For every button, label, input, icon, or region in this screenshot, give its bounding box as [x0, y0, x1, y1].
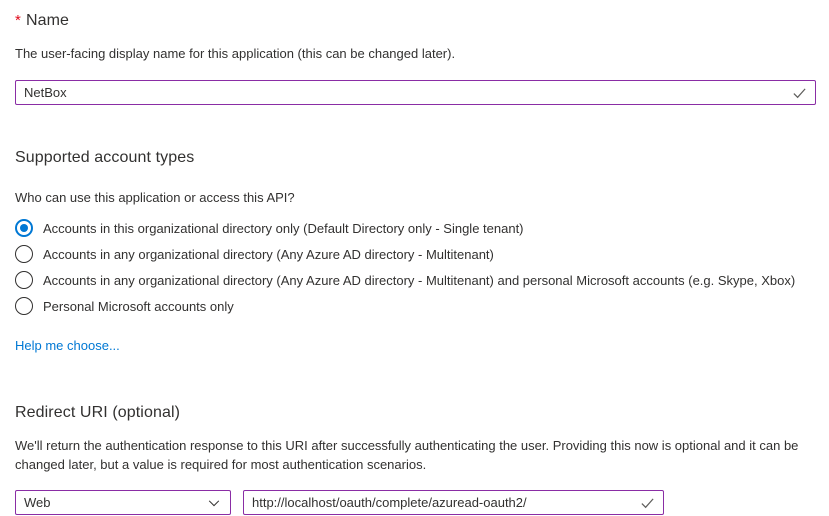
radio-option-multitenant[interactable] — [15, 245, 816, 263]
redirect-uri-input[interactable] — [243, 490, 664, 515]
radio-button-icon[interactable] — [15, 297, 33, 315]
radio-option-personal-only[interactable] — [15, 297, 816, 315]
redirect-uri-input-container — [243, 490, 664, 515]
account-types-radio-group — [15, 219, 816, 315]
chevron-down-icon — [207, 496, 221, 510]
redirect-uri-section-title: Redirect URI (optional) — [15, 404, 181, 421]
name-input-container — [15, 80, 816, 105]
radio-button-icon[interactable] — [15, 271, 33, 289]
radio-option-label: Accounts in any organizational directory (Any Azure AD directory - Multitenant) and personal Microsoft accounts (e.g. Skype, Xbox) — [43, 272, 796, 288]
platform-select-value: Web — [24, 495, 51, 510]
name-field-description: The user-facing display name for this application (this can be changed later). — [15, 46, 456, 61]
radio-option-label: Personal Microsoft accounts only — [43, 298, 234, 314]
platform-select[interactable] — [15, 490, 231, 515]
name-section-title-text: Name — [25, 12, 70, 29]
radio-button-icon[interactable] — [15, 245, 33, 263]
redirect-uri-row — [15, 490, 816, 515]
name-section-title — [15, 10, 816, 31]
name-input[interactable] — [15, 80, 816, 105]
radio-option-label: Accounts in any organizational directory (Any Azure AD directory - Multitenant) — [43, 246, 494, 262]
radio-option-multitenant-personal[interactable] — [15, 271, 816, 289]
radio-option-label: Accounts in this organizational directory only (Default Directory only - Single tenant) — [43, 220, 524, 236]
account-types-question: Who can use this application or access this API? — [15, 190, 295, 205]
required-asterisk: * — [15, 12, 21, 29]
radio-button-icon[interactable] — [15, 219, 33, 237]
redirect-uri-description: We'll return the authentication response to this URI after successfully authenticating the user. Providing this now is optional and it can be changed later, but a value is required for most authentication scenarios. — [15, 438, 799, 472]
account-types-section-title: Supported account types — [15, 149, 195, 166]
radio-option-single-tenant[interactable] — [15, 219, 816, 237]
help-me-choose-link[interactable]: Help me choose... — [15, 338, 120, 353]
